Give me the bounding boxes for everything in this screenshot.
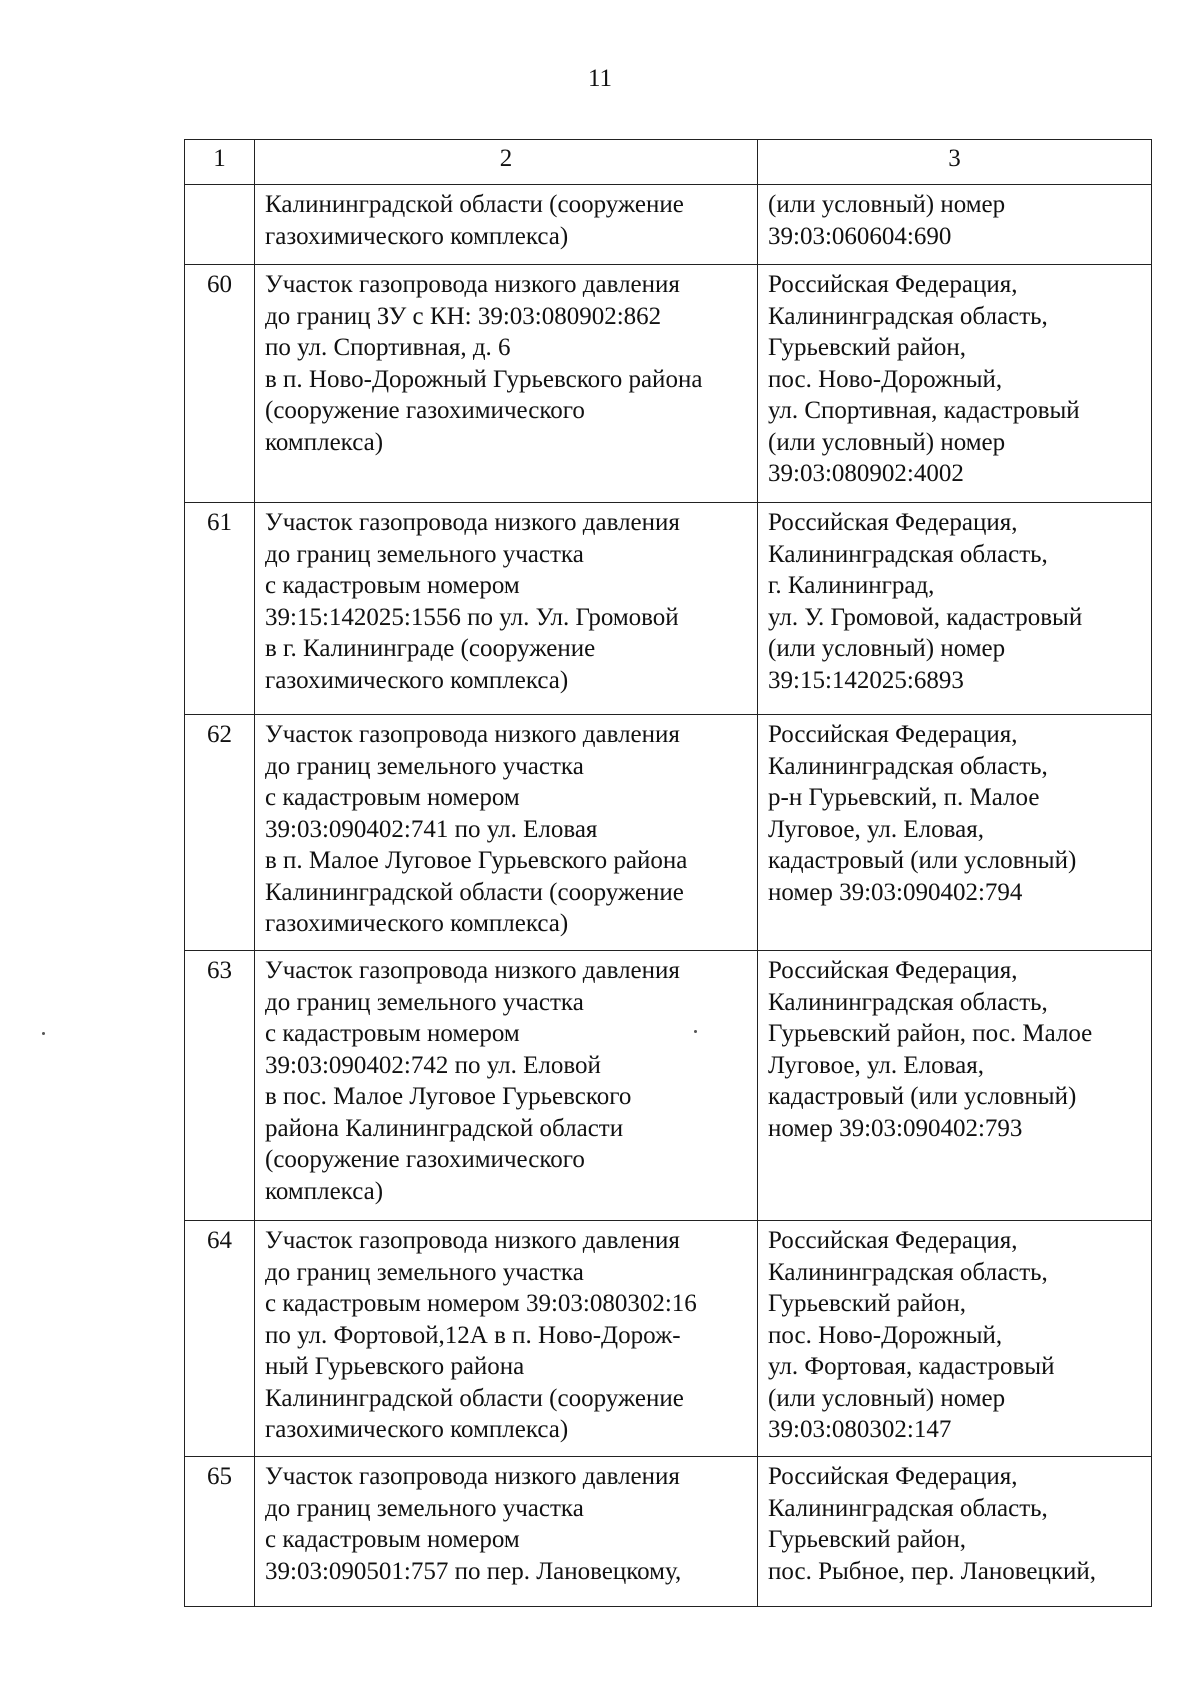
row-number-cell xyxy=(185,185,255,265)
object-address-cell xyxy=(758,1457,1152,1607)
description-line: Участок газопровода низкого давления xyxy=(265,271,680,298)
object-address-cell xyxy=(758,951,1152,1221)
object-description-cell xyxy=(255,715,758,951)
header-cell-3: 3 xyxy=(758,140,1152,185)
address-line: Калининградская область, xyxy=(768,1258,1048,1286)
address-line: номер 39:03:090402:794 xyxy=(768,878,1023,906)
description-line: Участок газопровода низкого давления xyxy=(265,721,680,748)
object-address-cell xyxy=(758,1221,1152,1457)
address-line: 39:03:080302:147 xyxy=(768,1416,952,1443)
address-line: Российская Федерация, xyxy=(768,509,1018,536)
address-line: Калининградская область, xyxy=(768,540,1048,568)
address-line: ул. Спортивная, кадастровый xyxy=(768,397,1080,424)
object-description-cell xyxy=(255,265,758,503)
description-line: ный Гурьевского района xyxy=(265,1353,525,1380)
address-line: Российская Федерация, xyxy=(768,1227,1018,1254)
table-row xyxy=(185,265,1152,503)
description-line: с кадастровым номером xyxy=(265,1020,520,1047)
header-cell-1: 1 xyxy=(185,140,255,185)
address-line: пос. Ново-Дорожный, xyxy=(768,1321,1003,1349)
address-line: кадастровый (или условный) xyxy=(768,1083,1077,1110)
address-line: Гурьевский район, пос. Малое xyxy=(768,1020,1093,1047)
object-address-cell xyxy=(758,185,1152,265)
address-line: Российская Федерация, xyxy=(768,1463,1018,1490)
description-line: 39:03:090402:742 по ул. Еловой xyxy=(265,1051,601,1079)
table-row xyxy=(185,185,1152,265)
address-line: (или условный) номер xyxy=(768,428,1006,456)
description-line: с кадастровым номером xyxy=(265,1526,520,1553)
table-row xyxy=(185,951,1152,1221)
address-line: Российская Федерация, xyxy=(768,271,1018,298)
description-line: Калининградской области (сооружение xyxy=(265,191,684,218)
address-line: ул. У. Громовой, кадастровый xyxy=(768,603,1083,631)
object-address-cell xyxy=(758,503,1152,715)
address-line: номер 39:03:090402:793 xyxy=(768,1114,1023,1142)
property-table xyxy=(184,139,1152,1607)
description-line: с кадастровым номером 39:03:080302:16 xyxy=(265,1290,697,1317)
header-cell-2: 2 xyxy=(255,140,758,185)
address-line: Гурьевский район, xyxy=(768,1526,967,1553)
description-line: газохимического комплекса) xyxy=(265,910,569,937)
description-line: в г. Калининграде (сооружение xyxy=(265,635,596,662)
address-line: ул. Фортовая, кадастровый xyxy=(768,1353,1055,1380)
address-line: Гурьевский район, xyxy=(768,334,967,361)
description-line: Участок газопровода низкого давления xyxy=(265,509,680,536)
address-line: Калининградская область, xyxy=(768,1494,1048,1522)
row-number-cell: 60 xyxy=(185,265,255,503)
table-row xyxy=(185,715,1152,951)
address-line: Гурьевский район, xyxy=(768,1290,967,1317)
address-line: Российская Федерация, xyxy=(768,957,1018,984)
table-row xyxy=(185,1221,1152,1457)
object-description-cell xyxy=(255,503,758,715)
table-row xyxy=(185,1457,1152,1607)
row-number-cell: 63 xyxy=(185,951,255,1221)
description-line: до границ земельного участка xyxy=(265,1258,584,1286)
table-header-row xyxy=(185,140,1152,185)
description-line: до границ земельного участка xyxy=(265,988,584,1016)
description-line: по ул. Спортивная, д. 6 xyxy=(265,334,511,361)
description-line: комплекса) xyxy=(265,428,384,456)
description-line: в пос. Малое Луговое Гурьевского xyxy=(265,1083,632,1110)
row-number-cell: 61 xyxy=(185,503,255,715)
scan-speck xyxy=(42,1032,45,1035)
row-number-cell: 64 xyxy=(185,1221,255,1457)
description-line: до границ земельного участка xyxy=(265,540,584,568)
object-description-cell xyxy=(255,1457,758,1607)
address-line: Российская Федерация, xyxy=(768,721,1018,748)
description-line: до границ ЗУ с КН: 39:03:080902:862 xyxy=(265,302,662,330)
address-line: (или условный) номер xyxy=(768,191,1006,218)
object-address-cell xyxy=(758,715,1152,951)
address-line: (или условный) номер xyxy=(768,1384,1006,1412)
description-line: до границ земельного участка xyxy=(265,1494,584,1522)
address-line: кадастровый (или условный) xyxy=(768,847,1077,874)
description-line: в п. Малое Луговое Гурьевского района xyxy=(265,847,688,874)
description-line: по ул. Фортовой,12А в п. Ново-Дорож- xyxy=(265,1321,681,1349)
description-line: (сооружение газохимического xyxy=(265,397,585,424)
object-description-cell xyxy=(255,951,758,1221)
address-line: пос. Рыбное, пер. Лановецкий, xyxy=(768,1557,1096,1585)
description-line: 39:15:142025:1556 по ул. Ул. Громовой xyxy=(265,603,679,631)
address-line: Калининградская область, xyxy=(768,988,1048,1016)
description-line: 39:03:090501:757 по пер. Лановецкому, xyxy=(265,1557,682,1585)
address-line: Луговое, ул. Еловая, xyxy=(768,815,984,843)
description-line: до границ земельного участка xyxy=(265,752,584,780)
address-line: 39:15:142025:6893 xyxy=(768,666,964,694)
description-line: газохимического комплекса) xyxy=(265,1416,569,1443)
address-line: Калининградская область, xyxy=(768,302,1048,330)
object-description-cell xyxy=(255,1221,758,1457)
address-line: 39:03:060604:690 xyxy=(768,222,952,250)
description-line: с кадастровым номером xyxy=(265,784,520,811)
row-number-cell: 62 xyxy=(185,715,255,951)
description-line: с кадастровым номером xyxy=(265,572,520,599)
description-line: Калининградской области (сооружение xyxy=(265,878,684,906)
address-line: 39:03:080902:4002 xyxy=(768,460,964,487)
table-row xyxy=(185,503,1152,715)
address-line: Калининградская область, xyxy=(768,752,1048,780)
description-line: Калининградской области (сооружение xyxy=(265,1384,684,1412)
row-number-cell: 65 xyxy=(185,1457,255,1607)
address-line: г. Калининград, xyxy=(768,572,935,599)
description-line: 39:03:090402:741 по ул. Еловая xyxy=(265,815,598,843)
address-line: р-н Гурьевский, п. Малое xyxy=(768,784,1040,811)
page-number: 11 xyxy=(587,65,613,92)
object-description-cell xyxy=(255,185,758,265)
description-line: Участок газопровода низкого давления xyxy=(265,1463,680,1490)
description-line: Участок газопровода низкого давления xyxy=(265,957,680,984)
address-line: пос. Ново-Дорожный, xyxy=(768,365,1003,393)
address-line: Луговое, ул. Еловая, xyxy=(768,1051,984,1079)
description-line: в п. Ново-Дорожный Гурьевского района xyxy=(265,365,703,393)
address-line: (или условный) номер xyxy=(768,635,1006,662)
description-line: газохимического комплекса) xyxy=(265,222,569,250)
description-line: газохимического комплекса) xyxy=(265,666,569,694)
description-line: комплекса) xyxy=(265,1177,384,1205)
table-body xyxy=(185,140,1152,1607)
description-line: (сооружение газохимического xyxy=(265,1146,585,1173)
description-line: Участок газопровода низкого давления xyxy=(265,1227,680,1254)
description-line: района Калининградской области xyxy=(265,1114,624,1142)
scan-speck xyxy=(694,1030,697,1033)
object-address-cell xyxy=(758,265,1152,503)
